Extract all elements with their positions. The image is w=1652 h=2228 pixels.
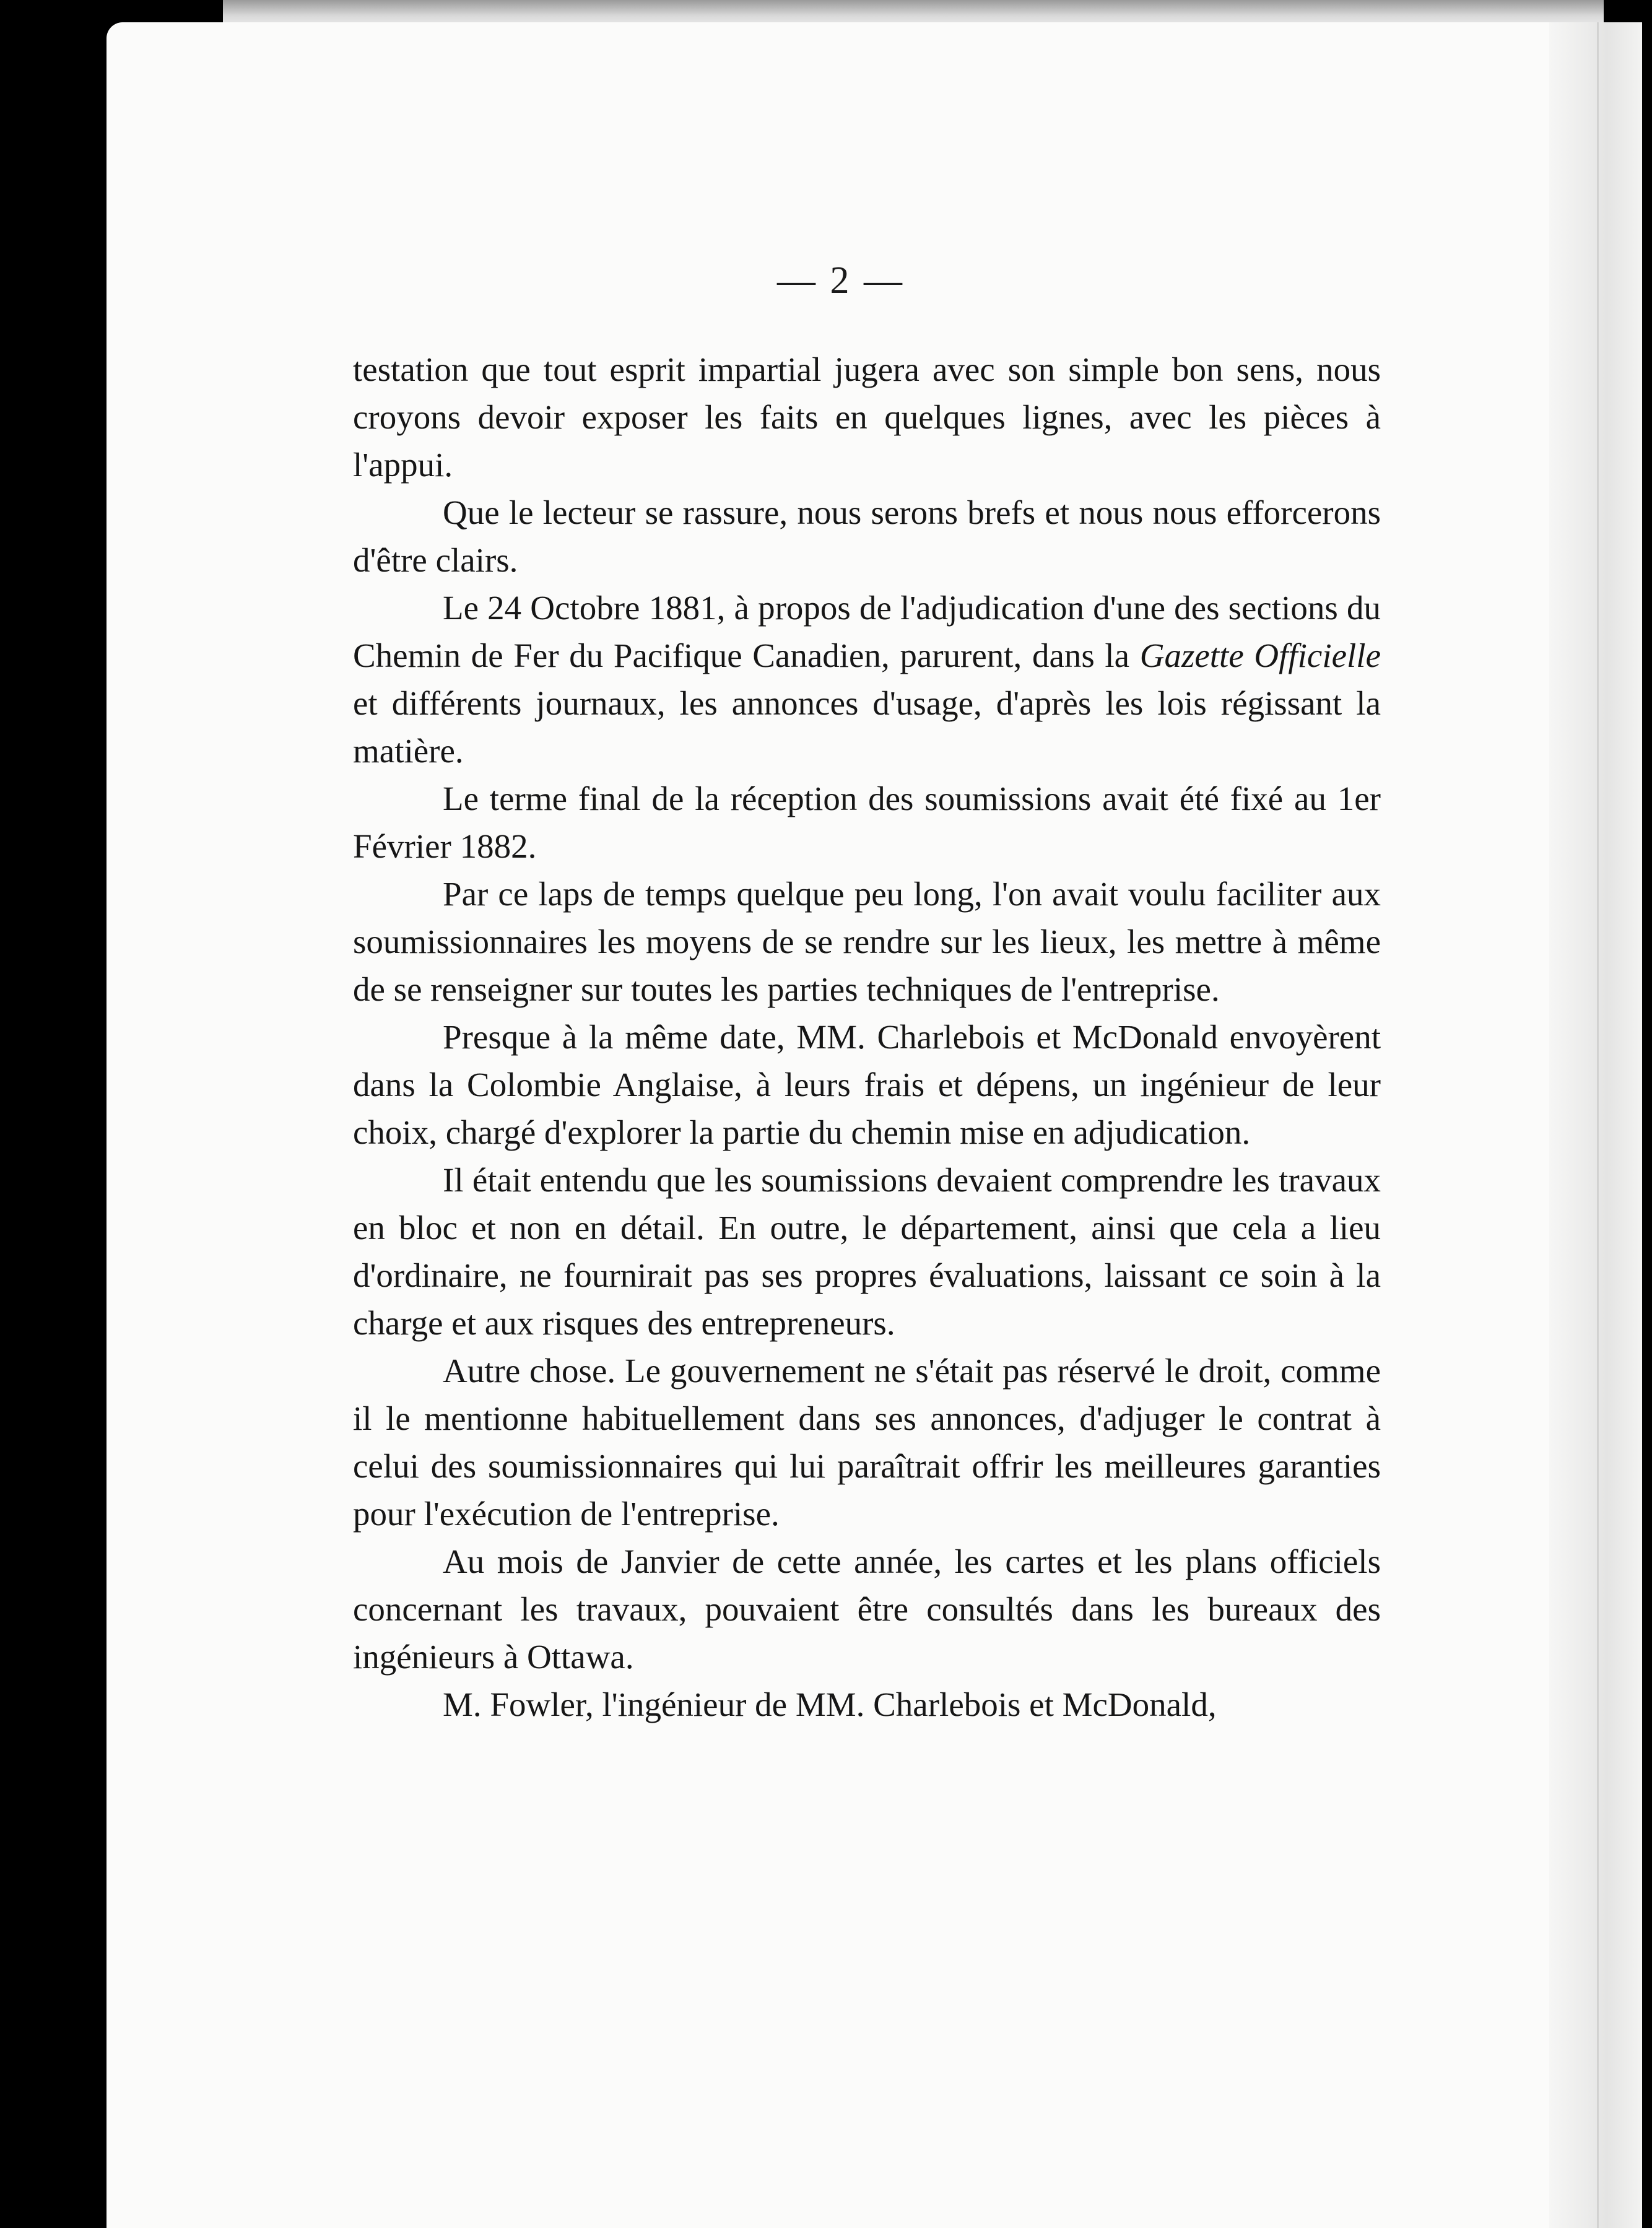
paragraph-text: Presque à la même date, MM. Charlebois et McDonald envoyèrent dans la Colombie Anglaise, à leurs frais et dépens, un ingénieur de leur choix, chargé d'explorer la partie du chemin mise en adjudication. [353, 1018, 1381, 1151]
paragraph-9 [353, 1681, 1381, 1728]
fold-line [1597, 22, 1599, 2228]
paragraph-2 [353, 584, 1381, 775]
body-text [353, 346, 1381, 1728]
paragraph-text: M. Fowler, l'ingénieur de MM. Charlebois et McDonald, [443, 1686, 1217, 1723]
paragraph-text: Que le lecteur se rassure, nous serons brefs et nous nous efforcerons d'être clairs. [353, 494, 1381, 579]
paragraph-text: Par ce laps de temps quelque peu long, l'on avait voulu faciliter aux soumissionnaires les moyens de se rendre sur les lieux, les mettre à même de se renseigner sur toutes les parties techniques de l'entreprise. [353, 875, 1381, 1008]
paragraph-text: Le terme final de la réception des soumissions avait été fixé au 1er Février 1882. [353, 780, 1381, 865]
gazette-title: Gazette Officielle [1139, 637, 1381, 674]
paragraph-3 [353, 775, 1381, 870]
paragraph-5 [353, 1013, 1381, 1156]
paragraph-text: Au mois de Janvier de cette année, les cartes et les plans officiels concernant les travaux, pouvaient être consultés dans les bureaux des ingénieurs à Ottawa. [353, 1543, 1381, 1676]
paragraph-8 [353, 1538, 1381, 1681]
paragraph-text-after: et différents journaux, les annonces d'usage, d'après les lois régissant la matière. [353, 684, 1381, 770]
paragraph-6 [353, 1156, 1381, 1347]
paragraph-0 [353, 346, 1381, 489]
paragraph-1 [353, 489, 1381, 584]
paragraph-4 [353, 870, 1381, 1013]
gutter-shadow [1549, 22, 1642, 2228]
paragraph-text: testation que tout esprit impartial jugera avec son simple bon sens, nous croyons devoir exposer les faits en quelques lignes, avec les pièces à l'appui. [353, 350, 1381, 484]
paragraph-7 [353, 1347, 1381, 1538]
page-number: — 2 — [777, 259, 905, 302]
paragraph-text-before: Le 24 Octobre 1881, à propos de l'adjudication d'une des sections du Chemin de Fer du Pacifique Canadien, parurent, dans la [353, 589, 1381, 674]
paragraph-text: Autre chose. Le gouvernement ne s'était pas réservé le droit, comme il le mentionne habituellement dans ses annonces, d'adjuger le contrat à celui des soumissionnaires qui lui paraîtrait offrir les meilleures garanties pour l'exécution de l'entreprise. [353, 1352, 1381, 1533]
paragraph-text: Il était entendu que les soumissions devaient comprendre les travaux en bloc et non en détail. En outre, le département, ainsi que cela a lieu d'ordinaire, ne fournirait pas ses propres évaluations, laissant ce soin à la charge et aux risques des entrepreneurs. [353, 1161, 1381, 1342]
